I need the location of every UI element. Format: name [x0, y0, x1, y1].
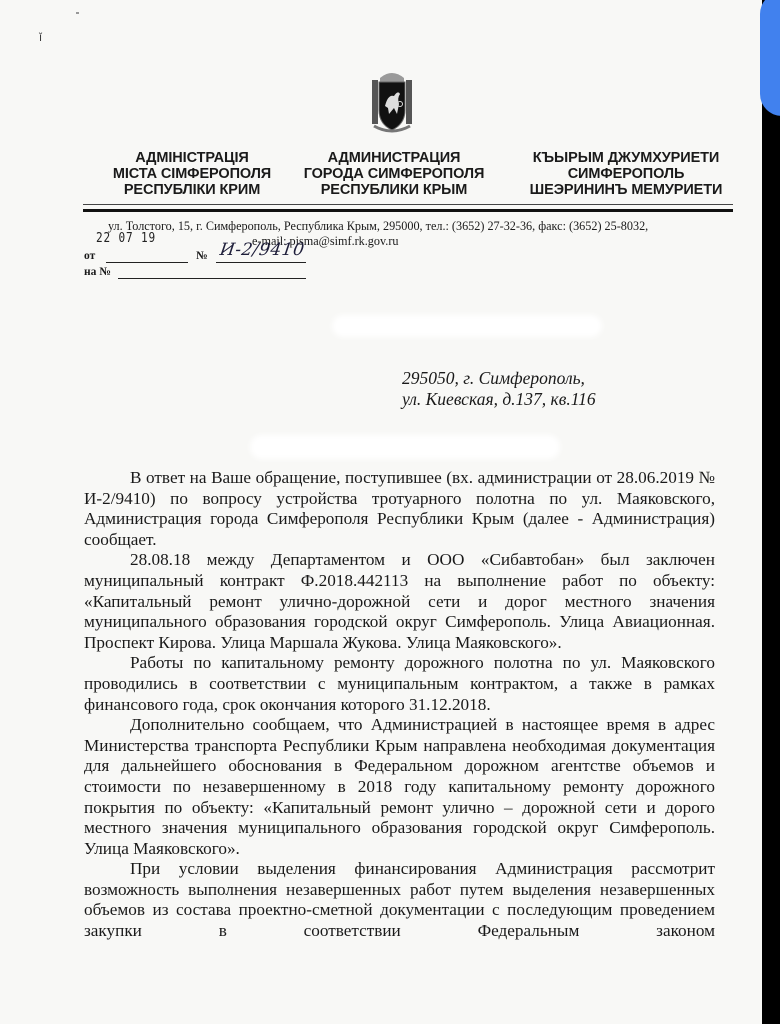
- handwritten-number: И-2/9410: [218, 240, 306, 260]
- viewer-tab-button[interactable]: [760, 0, 780, 116]
- paragraph: 28.08.18 между Департаментом и ООО «Сибавтобан» был заключен муниципальный контракт Ф.2018.442113 на выполнение работ по объекту: «Капитальный ремонт улично-дорожной сети и дорог местного значения муниципального образования городской округ Симферополь. Улица Авиационная. Проспект Кирова. Улица Маршала Жукова. Улица Маяковского».: [84, 550, 715, 652]
- redacted-recipient-name: [332, 315, 602, 337]
- letter-body: [84, 468, 715, 942]
- reply-to-number-line: [118, 278, 306, 279]
- date-stamp: 22 07 19: [96, 231, 157, 246]
- header-ukrainian: АДМІНІСТРАЦІЯ МІСТА СІМФЕРОПОЛЯ РЕСПУБЛІКИ КРИМ: [112, 150, 272, 198]
- paragraph: При условии выделения финансирования Администрация рассмотрит возможность выполнения незавершенных работ путем выделения незавершенных объемов из состава проектно-сметной документации с последующим проведением закупки в соответствии Федеральным законом: [84, 859, 715, 941]
- org-email: e-mail: pisma@simf.rk.gov.ru: [252, 234, 399, 248]
- coat-of-arms-icon: [370, 70, 414, 134]
- from-date-label: от: [84, 250, 96, 262]
- header-russian: АДМИНИСТРАЦИЯ ГОРОДА СИМФЕРОПОЛЯ РЕСПУБЛИКИ КРЫМ: [303, 150, 485, 198]
- scan-speck: [76, 12, 79, 14]
- org-address: ул. Толстого, 15, г. Симферополь, Республика Крым, 295000, тел.: (3652) 27-32-36, факс: (3652) 25-8032,: [108, 219, 649, 233]
- date-field-line: [106, 262, 188, 263]
- header-divider-thin: [83, 204, 733, 205]
- recipient-address: 295050, г. Симферополь, ул. Киевская, д.137, кв.116: [402, 368, 596, 409]
- number-label: №: [196, 250, 208, 262]
- scan-mark: ǐ: [39, 31, 43, 44]
- paragraph: В ответ на Ваше обращение, поступившее (вх. администрации от 28.06.2019 № И-2/9410) по вопросу устройства тротуарного полотна по ул. Маяковского, Администрация города Симферополя Республики Крым (далее - Администрация) сообщает.: [84, 468, 715, 549]
- header-crimean-tatar: КЪЫРЫМ ДЖУМХУРИЕТИ СИМФЕРОПОЛЬ ШЕЭРИНИНЪ МЕМУРИЕТИ: [529, 150, 723, 198]
- paragraph: Дополнительно сообщаем, что Администрацией в настоящее время в адрес Министерства транспорта Республики Крым направлена необходимая документация для дальнейшего обоснования в Федеральном дорожном агентстве объемов и стоимости по незавершенному в 2018 году капитальному ремонту дорожного покрытия по объекту: «Капитальный ремонт улично – дорожной сети и дорого местного значения муниципального образования городской округ Симферополь. Улица Маяковского».: [84, 715, 715, 858]
- viewer-edge: [762, 0, 780, 1024]
- number-field-line: [216, 262, 306, 263]
- reply-to-number-label: на №: [84, 266, 111, 278]
- redacted-salutation: [250, 435, 560, 459]
- header-divider-thick: [83, 209, 733, 212]
- paragraph: Работы по капитальному ремонту дорожного полотна по ул. Маяковского проводились в соответствии с муниципальным контрактом, а также в рамках финансового года, срок окончания которого 31.12.2018.: [84, 653, 715, 714]
